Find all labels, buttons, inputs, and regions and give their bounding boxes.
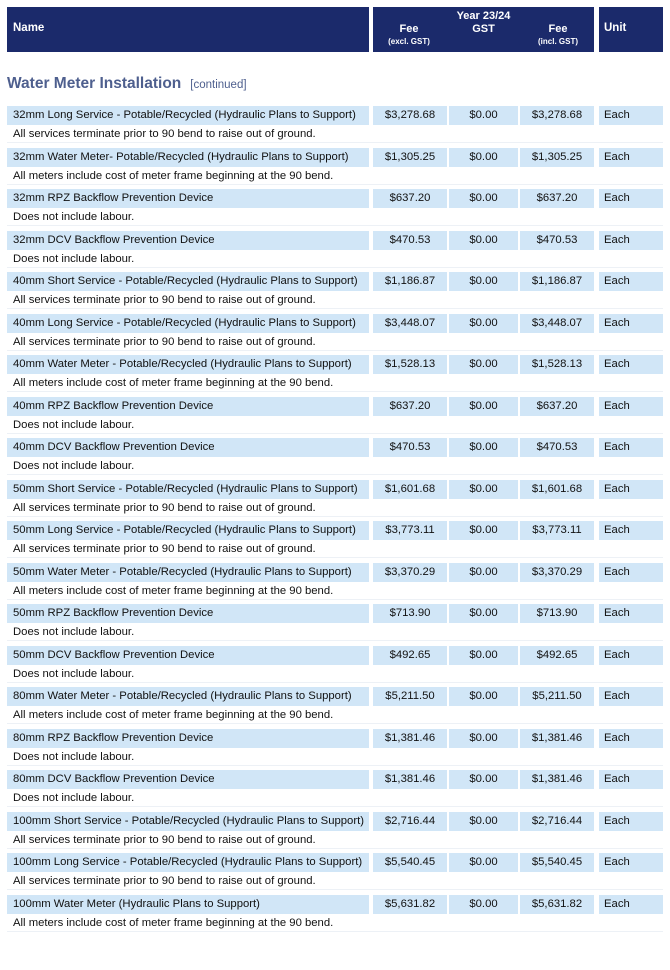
fee-incl-gst: $1,381.46 <box>520 770 594 789</box>
fee-excl-gst: $5,540.45 <box>373 853 447 872</box>
unit: Each <box>599 438 663 457</box>
gst-amount: $0.00 <box>449 355 518 374</box>
gst-amount: $0.00 <box>449 148 518 167</box>
item-note: Does not include labour. <box>7 416 663 434</box>
unit: Each <box>599 604 663 623</box>
item-name: 40mm DCV Backflow Prevention Device <box>7 438 369 457</box>
fee-incl-gst: $1,186.87 <box>520 272 594 291</box>
item-note: All services terminate prior to 90 bend to raise out of ground. <box>7 333 663 351</box>
item-note: Does not include labour. <box>7 623 663 641</box>
fee-incl-gst: $3,278.68 <box>520 106 594 125</box>
item-note: All meters include cost of meter frame beginning at the 90 bend. <box>7 914 663 932</box>
item-note: All services terminate prior to 90 bend to raise out of ground. <box>7 831 663 849</box>
header-fee-incl <box>522 23 594 47</box>
section-title <box>7 75 247 93</box>
fee-excl-gst: $1,186.87 <box>373 272 447 291</box>
item-note: All services terminate prior to 90 bend to raise out of ground. <box>7 291 663 309</box>
unit: Each <box>599 397 663 416</box>
item-name: 32mm Water Meter- Potable/Recycled (Hydraulic Plans to Support) <box>7 148 369 167</box>
fee-excl-gst: $1,528.13 <box>373 355 447 374</box>
unit: Each <box>599 314 663 333</box>
item-note: All meters include cost of meter frame beginning at the 90 bend. <box>7 706 663 724</box>
header-gst-label: GST <box>472 23 495 35</box>
fee-row <box>0 397 670 437</box>
header-unit <box>599 7 663 52</box>
fee-excl-gst: $2,716.44 <box>373 812 447 831</box>
fee-incl-gst: $3,448.07 <box>520 314 594 333</box>
unit: Each <box>599 272 663 291</box>
fee-row <box>0 106 670 146</box>
fee-incl-gst: $3,773.11 <box>520 521 594 540</box>
item-name: 40mm Long Service - Potable/Recycled (Hydraulic Plans to Support) <box>7 314 369 333</box>
item-note: All meters include cost of meter frame beginning at the 90 bend. <box>7 374 663 392</box>
gst-amount: $0.00 <box>449 272 518 291</box>
gst-amount: $0.00 <box>449 563 518 582</box>
fee-excl-gst: $470.53 <box>373 231 447 250</box>
fee-excl-gst: $713.90 <box>373 604 447 623</box>
item-name: 50mm DCV Backflow Prevention Device <box>7 646 369 665</box>
item-note: Does not include labour. <box>7 789 663 807</box>
fee-excl-gst: $3,278.68 <box>373 106 447 125</box>
fee-incl-gst: $5,540.45 <box>520 853 594 872</box>
fee-incl-gst: $1,381.46 <box>520 729 594 748</box>
header-fee-excl-label: Fee <box>399 23 419 35</box>
unit: Each <box>599 355 663 374</box>
fee-incl-gst: $492.65 <box>520 646 594 665</box>
fee-incl-gst: $470.53 <box>520 438 594 457</box>
item-name: 50mm Long Service - Potable/Recycled (Hydraulic Plans to Support) <box>7 521 369 540</box>
fee-row <box>0 604 670 644</box>
gst-amount: $0.00 <box>449 812 518 831</box>
item-name: 100mm Long Service - Potable/Recycled (Hydraulic Plans to Support) <box>7 853 369 872</box>
fee-row <box>0 853 670 893</box>
item-note: All services terminate prior to 90 bend to raise out of ground. <box>7 499 663 517</box>
fee-row <box>0 272 670 312</box>
unit: Each <box>599 646 663 665</box>
section-continued-label: [continued] <box>190 79 247 91</box>
header-year-group <box>373 7 594 52</box>
item-name: 100mm Water Meter (Hydraulic Plans to Support) <box>7 895 369 914</box>
fee-row <box>0 355 670 395</box>
header-fee-excl-sub: (excl. GST) <box>388 37 430 46</box>
fee-row <box>0 729 670 769</box>
gst-amount: $0.00 <box>449 397 518 416</box>
fee-row <box>0 563 670 603</box>
gst-amount: $0.00 <box>449 189 518 208</box>
gst-amount: $0.00 <box>449 106 518 125</box>
unit: Each <box>599 812 663 831</box>
unit: Each <box>599 189 663 208</box>
fee-row <box>0 480 670 520</box>
gst-amount: $0.00 <box>449 231 518 250</box>
item-note: All meters include cost of meter frame beginning at the 90 bend. <box>7 167 663 185</box>
fee-excl-gst: $5,631.82 <box>373 895 447 914</box>
unit: Each <box>599 687 663 706</box>
header-fee-excl <box>373 23 445 47</box>
fee-excl-gst: $637.20 <box>373 397 447 416</box>
fee-incl-gst: $1,305.25 <box>520 148 594 167</box>
fee-excl-gst: $5,211.50 <box>373 687 447 706</box>
item-note: Does not include labour. <box>7 250 663 268</box>
fee-excl-gst: $3,448.07 <box>373 314 447 333</box>
unit: Each <box>599 106 663 125</box>
item-name: 40mm Water Meter - Potable/Recycled (Hydraulic Plans to Support) <box>7 355 369 374</box>
fee-row <box>0 189 670 229</box>
fee-row <box>0 812 670 852</box>
gst-amount: $0.00 <box>449 521 518 540</box>
fee-excl-gst: $1,305.25 <box>373 148 447 167</box>
item-name: 40mm Short Service - Potable/Recycled (Hydraulic Plans to Support) <box>7 272 369 291</box>
gst-amount: $0.00 <box>449 480 518 499</box>
fee-row <box>0 895 670 935</box>
fee-incl-gst: $5,631.82 <box>520 895 594 914</box>
header-fee-incl-sub: (incl. GST) <box>538 37 578 46</box>
unit: Each <box>599 148 663 167</box>
item-note: Does not include labour. <box>7 665 663 683</box>
fee-excl-gst: $1,381.46 <box>373 729 447 748</box>
gst-amount: $0.00 <box>449 604 518 623</box>
item-name: 50mm RPZ Backflow Prevention Device <box>7 604 369 623</box>
gst-amount: $0.00 <box>449 687 518 706</box>
fee-incl-gst: $713.90 <box>520 604 594 623</box>
header-year-label: Year 23/24 <box>456 10 511 22</box>
item-name: 50mm Water Meter - Potable/Recycled (Hydraulic Plans to Support) <box>7 563 369 582</box>
fee-excl-gst: $637.20 <box>373 189 447 208</box>
unit: Each <box>599 729 663 748</box>
item-name: 80mm Water Meter - Potable/Recycled (Hydraulic Plans to Support) <box>7 687 369 706</box>
fee-row <box>0 646 670 686</box>
gst-amount: $0.00 <box>449 438 518 457</box>
fee-row <box>0 438 670 478</box>
item-name: 50mm Short Service - Potable/Recycled (Hydraulic Plans to Support) <box>7 480 369 499</box>
fee-excl-gst: $492.65 <box>373 646 447 665</box>
fee-row <box>0 687 670 727</box>
gst-amount: $0.00 <box>449 853 518 872</box>
item-note: All services terminate prior to 90 bend to raise out of ground. <box>7 540 663 558</box>
item-note: All services terminate prior to 90 bend to raise out of ground. <box>7 125 663 143</box>
gst-amount: $0.00 <box>449 729 518 748</box>
fee-row <box>0 770 670 810</box>
gst-amount: $0.00 <box>449 314 518 333</box>
fee-incl-gst: $1,601.68 <box>520 480 594 499</box>
gst-amount: $0.00 <box>449 770 518 789</box>
item-note: Does not include labour. <box>7 457 663 475</box>
item-name: 32mm Long Service - Potable/Recycled (Hydraulic Plans to Support) <box>7 106 369 125</box>
fee-incl-gst: $2,716.44 <box>520 812 594 831</box>
gst-amount: $0.00 <box>449 646 518 665</box>
item-note: All services terminate prior to 90 bend to raise out of ground. <box>7 872 663 890</box>
unit: Each <box>599 231 663 250</box>
item-name: 32mm DCV Backflow Prevention Device <box>7 231 369 250</box>
fee-row <box>0 521 670 561</box>
fee-incl-gst: $637.20 <box>520 397 594 416</box>
header-gst <box>447 23 520 36</box>
fee-incl-gst: $1,528.13 <box>520 355 594 374</box>
unit: Each <box>599 480 663 499</box>
unit: Each <box>599 770 663 789</box>
item-name: 32mm RPZ Backflow Prevention Device <box>7 189 369 208</box>
fee-row <box>0 148 670 188</box>
fee-incl-gst: $470.53 <box>520 231 594 250</box>
item-name: 100mm Short Service - Potable/Recycled (Hydraulic Plans to Support) <box>7 812 369 831</box>
item-note: All meters include cost of meter frame beginning at the 90 bend. <box>7 582 663 600</box>
fee-incl-gst: $637.20 <box>520 189 594 208</box>
item-note: Does not include labour. <box>7 748 663 766</box>
gst-amount: $0.00 <box>449 895 518 914</box>
section-title-text: Water Meter Installation <box>7 75 182 92</box>
header-fee-incl-label: Fee <box>548 23 568 35</box>
header-unit-label: Unit <box>604 22 627 34</box>
fee-excl-gst: $470.53 <box>373 438 447 457</box>
fee-excl-gst: $1,601.68 <box>373 480 447 499</box>
fee-excl-gst: $3,370.29 <box>373 563 447 582</box>
item-name: 80mm DCV Backflow Prevention Device <box>7 770 369 789</box>
unit: Each <box>599 563 663 582</box>
fee-incl-gst: $5,211.50 <box>520 687 594 706</box>
fee-excl-gst: $3,773.11 <box>373 521 447 540</box>
item-name: 40mm RPZ Backflow Prevention Device <box>7 397 369 416</box>
item-name: 80mm RPZ Backflow Prevention Device <box>7 729 369 748</box>
unit: Each <box>599 521 663 540</box>
fee-row <box>0 314 670 354</box>
unit: Each <box>599 895 663 914</box>
fee-incl-gst: $3,370.29 <box>520 563 594 582</box>
header-name <box>7 7 369 52</box>
unit: Each <box>599 853 663 872</box>
fee-row <box>0 231 670 271</box>
fee-excl-gst: $1,381.46 <box>373 770 447 789</box>
header-name-label: Name <box>13 22 45 34</box>
item-note: Does not include labour. <box>7 208 663 226</box>
